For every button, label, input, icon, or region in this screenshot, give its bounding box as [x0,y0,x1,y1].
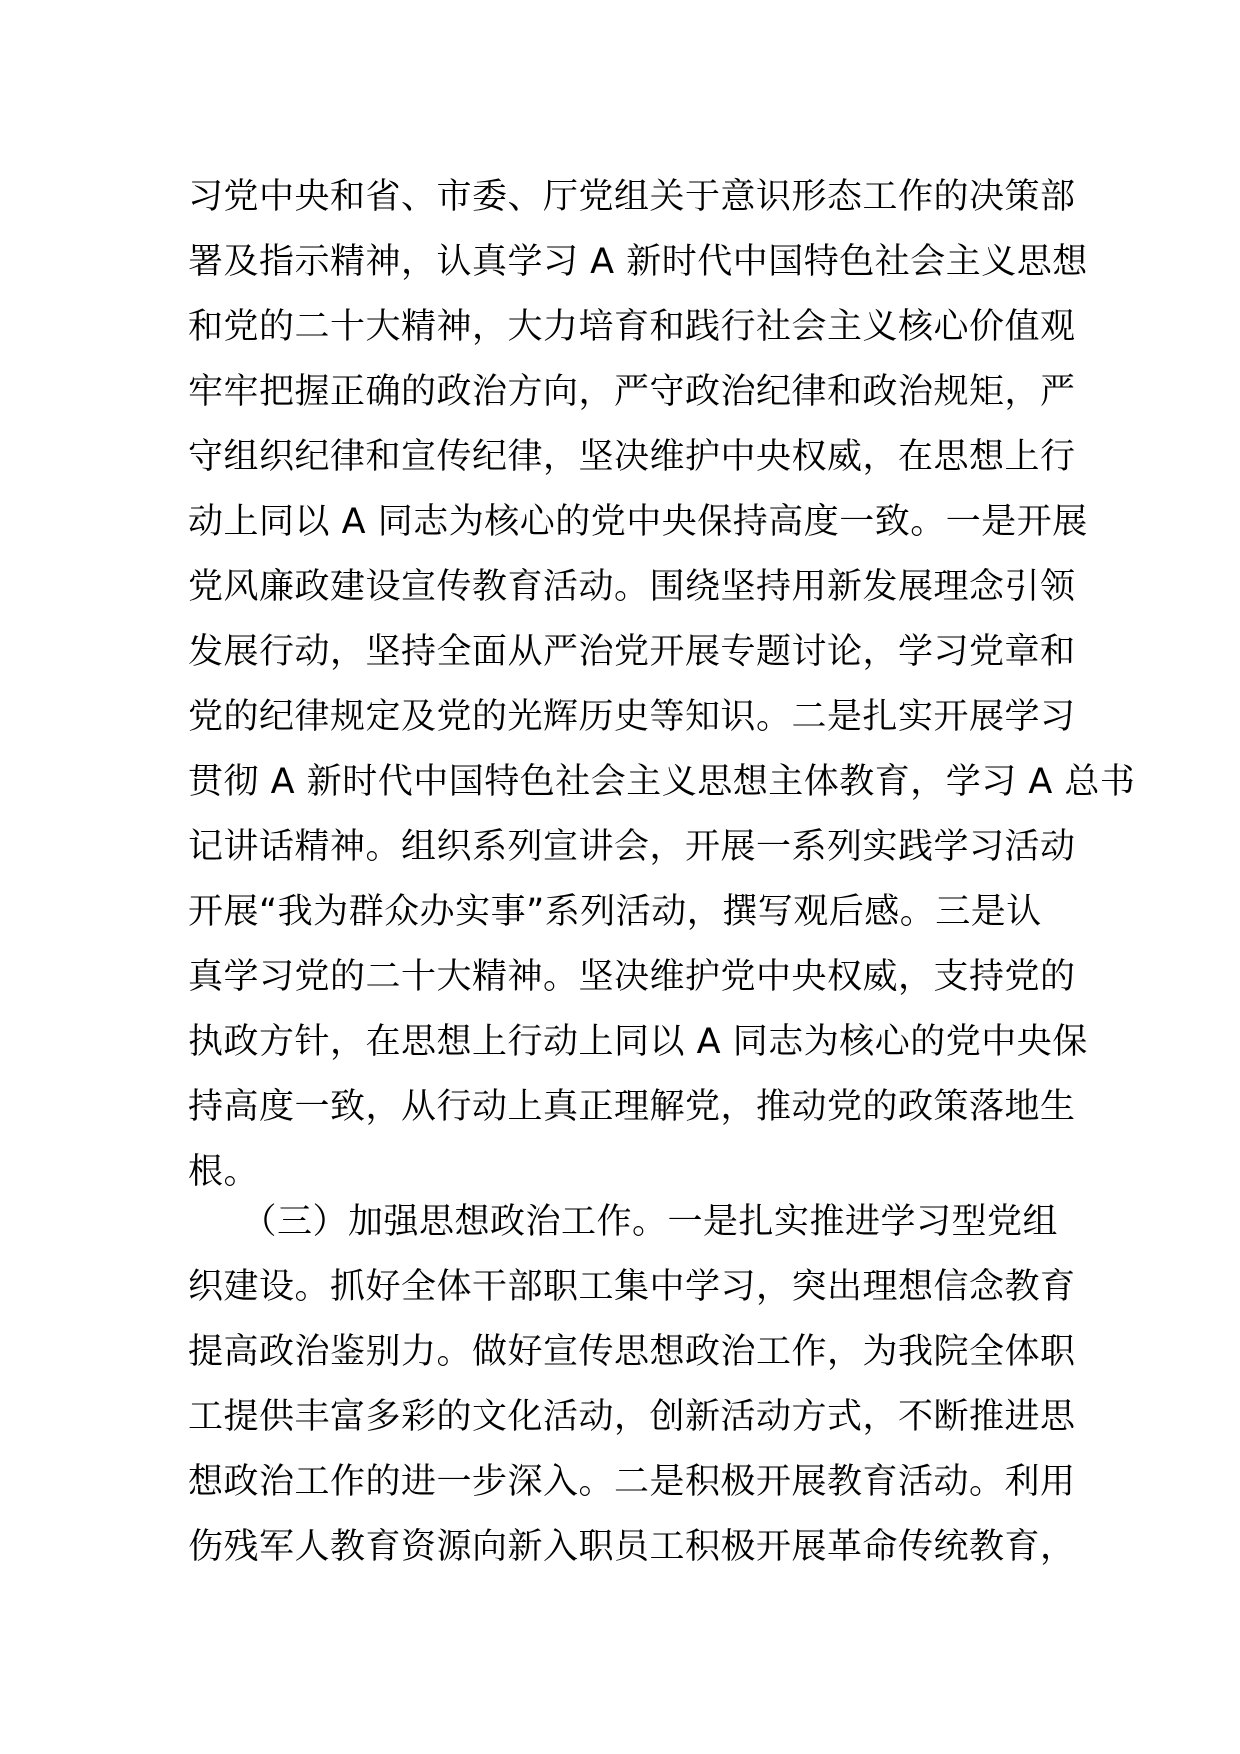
text-line: （三）加强思想政治工作。一是扎实推进学习型党组 [188,1202,1059,1242]
text-line: 真学习党的二十大精神。坚决维护党中央权威，支持党的 [188,957,1076,997]
text-line: 守组织纪律和宣传纪律，坚决维护中央权威，在思想上行 [188,437,1076,477]
text-line: 和党的二十大精神，大力培育和践行社会主义核心价值观 [188,307,1076,347]
text-line: 党的纪律规定及党的光辉历史等知识。二是扎实开展学习 [188,697,1076,737]
text-line: 发展行动，坚持全面从严治党开展专题讨论，学习党章和 [188,632,1076,672]
text-line: 动上同以 A 同志为核心的党中央保持高度一致。一是开展 [188,502,1088,542]
text-line: 想政治工作的进一步深入。二是积极开展教育活动。利用 [188,1462,1076,1502]
text-line: 伤残军人教育资源向新入职员工积极开展革命传统教育， [188,1527,1076,1567]
text-line: 党风廉政建设宣传教育活动。围绕坚持用新发展理念引领 [188,567,1076,607]
text-line: 根。 [188,1152,260,1192]
text-line: 记讲话精神。组织系列宣讲会，开展一系列实践学习活动 [188,827,1076,867]
text-line: 习党中央和省、市委、厅党组关于意识形态工作的决策部 [188,177,1076,217]
paragraph-ideology-work [188,165,1136,1205]
text-line: 开展“我为群众办实事”系列活动，撰写观后感。三是认 [188,892,1042,932]
text-line: 署及指示精神，认真学习 A 新时代中国特色社会主义思想 [188,242,1088,282]
text-line: 持高度一致，从行动上真正理解党，推动党的政策落地生 [188,1087,1076,1127]
text-line: 贯彻 A 新时代中国特色社会主义思想主体教育，学习 A 总书 [188,762,1136,802]
text-line: 牢牢把握正确的政治方向，严守政治纪律和政治规矩，严 [188,372,1076,412]
text-line: 提高政治鉴别力。做好宣传思想政治工作，为我院全体职 [188,1332,1076,1372]
paragraph-political-work [188,1190,1076,1580]
text-line: 执政方针，在思想上行动上同以 A 同志为核心的党中央保 [188,1022,1088,1062]
text-line: 工提供丰富多彩的文化活动，创新活动方式，不断推进思 [188,1397,1076,1437]
text-line: 织建设。抓好全体干部职工集中学习，突出理想信念教育 [188,1267,1076,1307]
